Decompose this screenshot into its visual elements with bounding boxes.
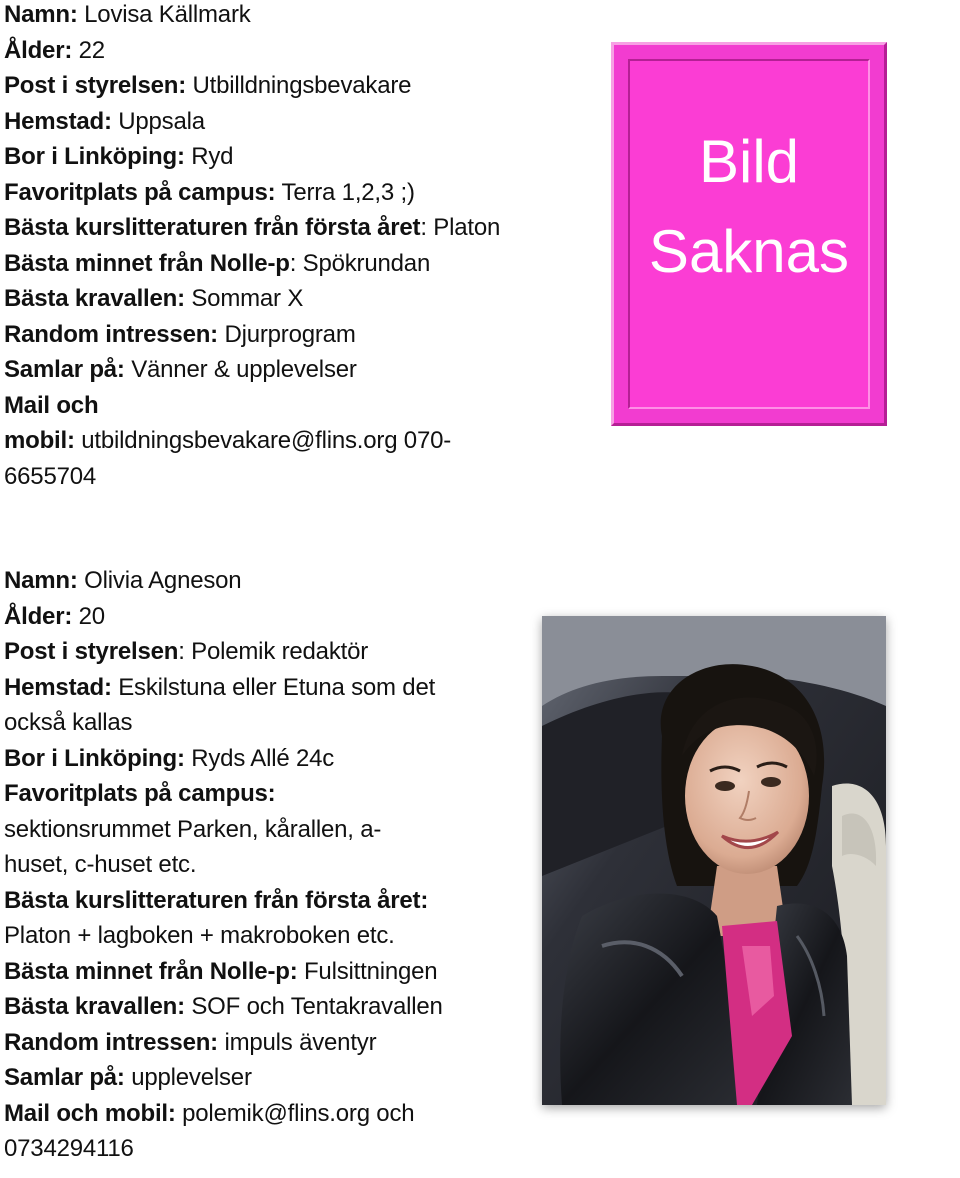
phone-value: 6655704 (4, 462, 97, 490)
portrait-illustration (542, 616, 886, 1105)
age-row (4, 33, 524, 69)
mail-row (4, 423, 524, 459)
mail-value: polemik@flins.org och (175, 1099, 415, 1127)
campus-cont-row (4, 847, 504, 883)
interests-label: Random intressen: (4, 320, 218, 348)
krav-value: SOF och Tentakravallen (184, 993, 443, 1020)
missing-picture-line1: Bild (698, 127, 800, 195)
interests-value: Djurprogram (217, 320, 356, 348)
hometown-row (4, 104, 524, 140)
memory-row (4, 246, 524, 282)
hometown-label: Hemstad: (4, 107, 112, 135)
hometown-value: Eskilstuna eller Etuna som det (111, 673, 436, 701)
mail-label-2: mobil: (4, 427, 75, 454)
collects-label: Samlar på: (4, 356, 125, 383)
interests-row (4, 317, 524, 353)
post-label: Post i styrelsen (4, 638, 179, 665)
portrait-photo (542, 616, 886, 1105)
mail-row (4, 1096, 504, 1132)
age-row (4, 599, 504, 635)
hometown-row (4, 670, 504, 706)
post-row (4, 68, 524, 104)
profile-olivia (4, 563, 504, 1167)
campus-value: sektionsrummet Parken, kårallen, a- (4, 815, 382, 843)
name-value: Lovisa Källmark (77, 1, 251, 28)
mail-label-1: Mail och (4, 391, 99, 419)
campus-label: Favoritplats på campus: (4, 178, 276, 206)
phone-value: 0734294116 (4, 1135, 134, 1162)
literature-label: Bästa kurslitteraturen från första året: (4, 886, 429, 914)
age-value: 20 (72, 602, 105, 630)
literature-row (4, 210, 524, 246)
post-row (4, 634, 504, 670)
krav-row (4, 281, 524, 317)
hometown-cont: också kallas (4, 709, 133, 736)
name-label: Namn: (4, 567, 78, 594)
hometown-value: Uppsala (111, 107, 205, 135)
memory-label: Bästa minnet från Nolle-p (4, 249, 290, 277)
literature-label-row (4, 883, 504, 919)
campus-value: Terra 1,2,3 ;) (275, 178, 415, 206)
lives-label: Bor i Linköping: (4, 744, 185, 772)
lives-row (4, 741, 504, 777)
collects-row (4, 1060, 504, 1096)
name-value: Olivia Agneson (77, 567, 242, 594)
memory-value: : Spökrundan (289, 249, 431, 277)
literature-value: Platon + lagboken + makroboken etc. (4, 922, 395, 949)
name-row (4, 563, 504, 599)
memory-row (4, 954, 504, 990)
campus-row (4, 175, 524, 211)
name-row (4, 0, 524, 33)
campus-label-row (4, 776, 504, 812)
memory-value: Fulsittningen (297, 957, 438, 985)
missing-picture-placeholder (611, 42, 887, 426)
profile-lovisa (4, 0, 524, 494)
campus-cont: huset, c-huset etc. (4, 851, 197, 878)
hometown-label: Hemstad: (4, 673, 112, 701)
mail-label: Mail och mobil: (4, 1099, 176, 1127)
krav-label: Bästa kravallen: (4, 993, 185, 1020)
literature-value: : Platon (420, 214, 501, 241)
krav-value: Sommar X (184, 285, 304, 312)
campus-label: Favoritplats på campus: (4, 780, 276, 807)
lives-value: Ryds Allé 24c (184, 744, 335, 772)
collects-value: Vänner & upplevelser (124, 356, 357, 383)
name-label: Namn: (4, 1, 78, 28)
mail-label-row (4, 388, 524, 424)
literature-label: Bästa kurslitteraturen från första året (4, 214, 421, 241)
interests-label: Random intressen: (4, 1028, 218, 1056)
phone-row (4, 1131, 504, 1167)
lives-value: Ryd (184, 143, 234, 170)
lives-label: Bor i Linköping: (4, 143, 185, 170)
collects-label: Samlar på: (4, 1064, 125, 1091)
interests-row (4, 1025, 504, 1061)
missing-picture-line2: Saknas (648, 217, 850, 285)
krav-row (4, 989, 504, 1025)
krav-label: Bästa kravallen: (4, 285, 185, 312)
collects-value: upplevelser (124, 1064, 252, 1091)
hometown-cont-row (4, 705, 504, 741)
campus-row (4, 812, 504, 848)
age-label: Ålder: (4, 36, 73, 64)
phone-row (4, 459, 524, 495)
post-value: Utbilldningsbevakare (186, 72, 412, 99)
age-label: Ålder: (4, 602, 73, 630)
memory-label: Bästa minnet från Nolle-p: (4, 957, 298, 985)
interests-value: impuls äventyr (217, 1028, 377, 1056)
missing-picture-inner (628, 59, 870, 409)
lives-row (4, 139, 524, 175)
literature-row (4, 918, 504, 954)
post-value: : Polemik redaktör (178, 638, 369, 665)
collects-row (4, 352, 524, 388)
age-value: 22 (72, 36, 105, 64)
post-label: Post i styrelsen: (4, 72, 187, 99)
mail-value: utbildningsbevakare@flins.org 070- (74, 427, 452, 454)
